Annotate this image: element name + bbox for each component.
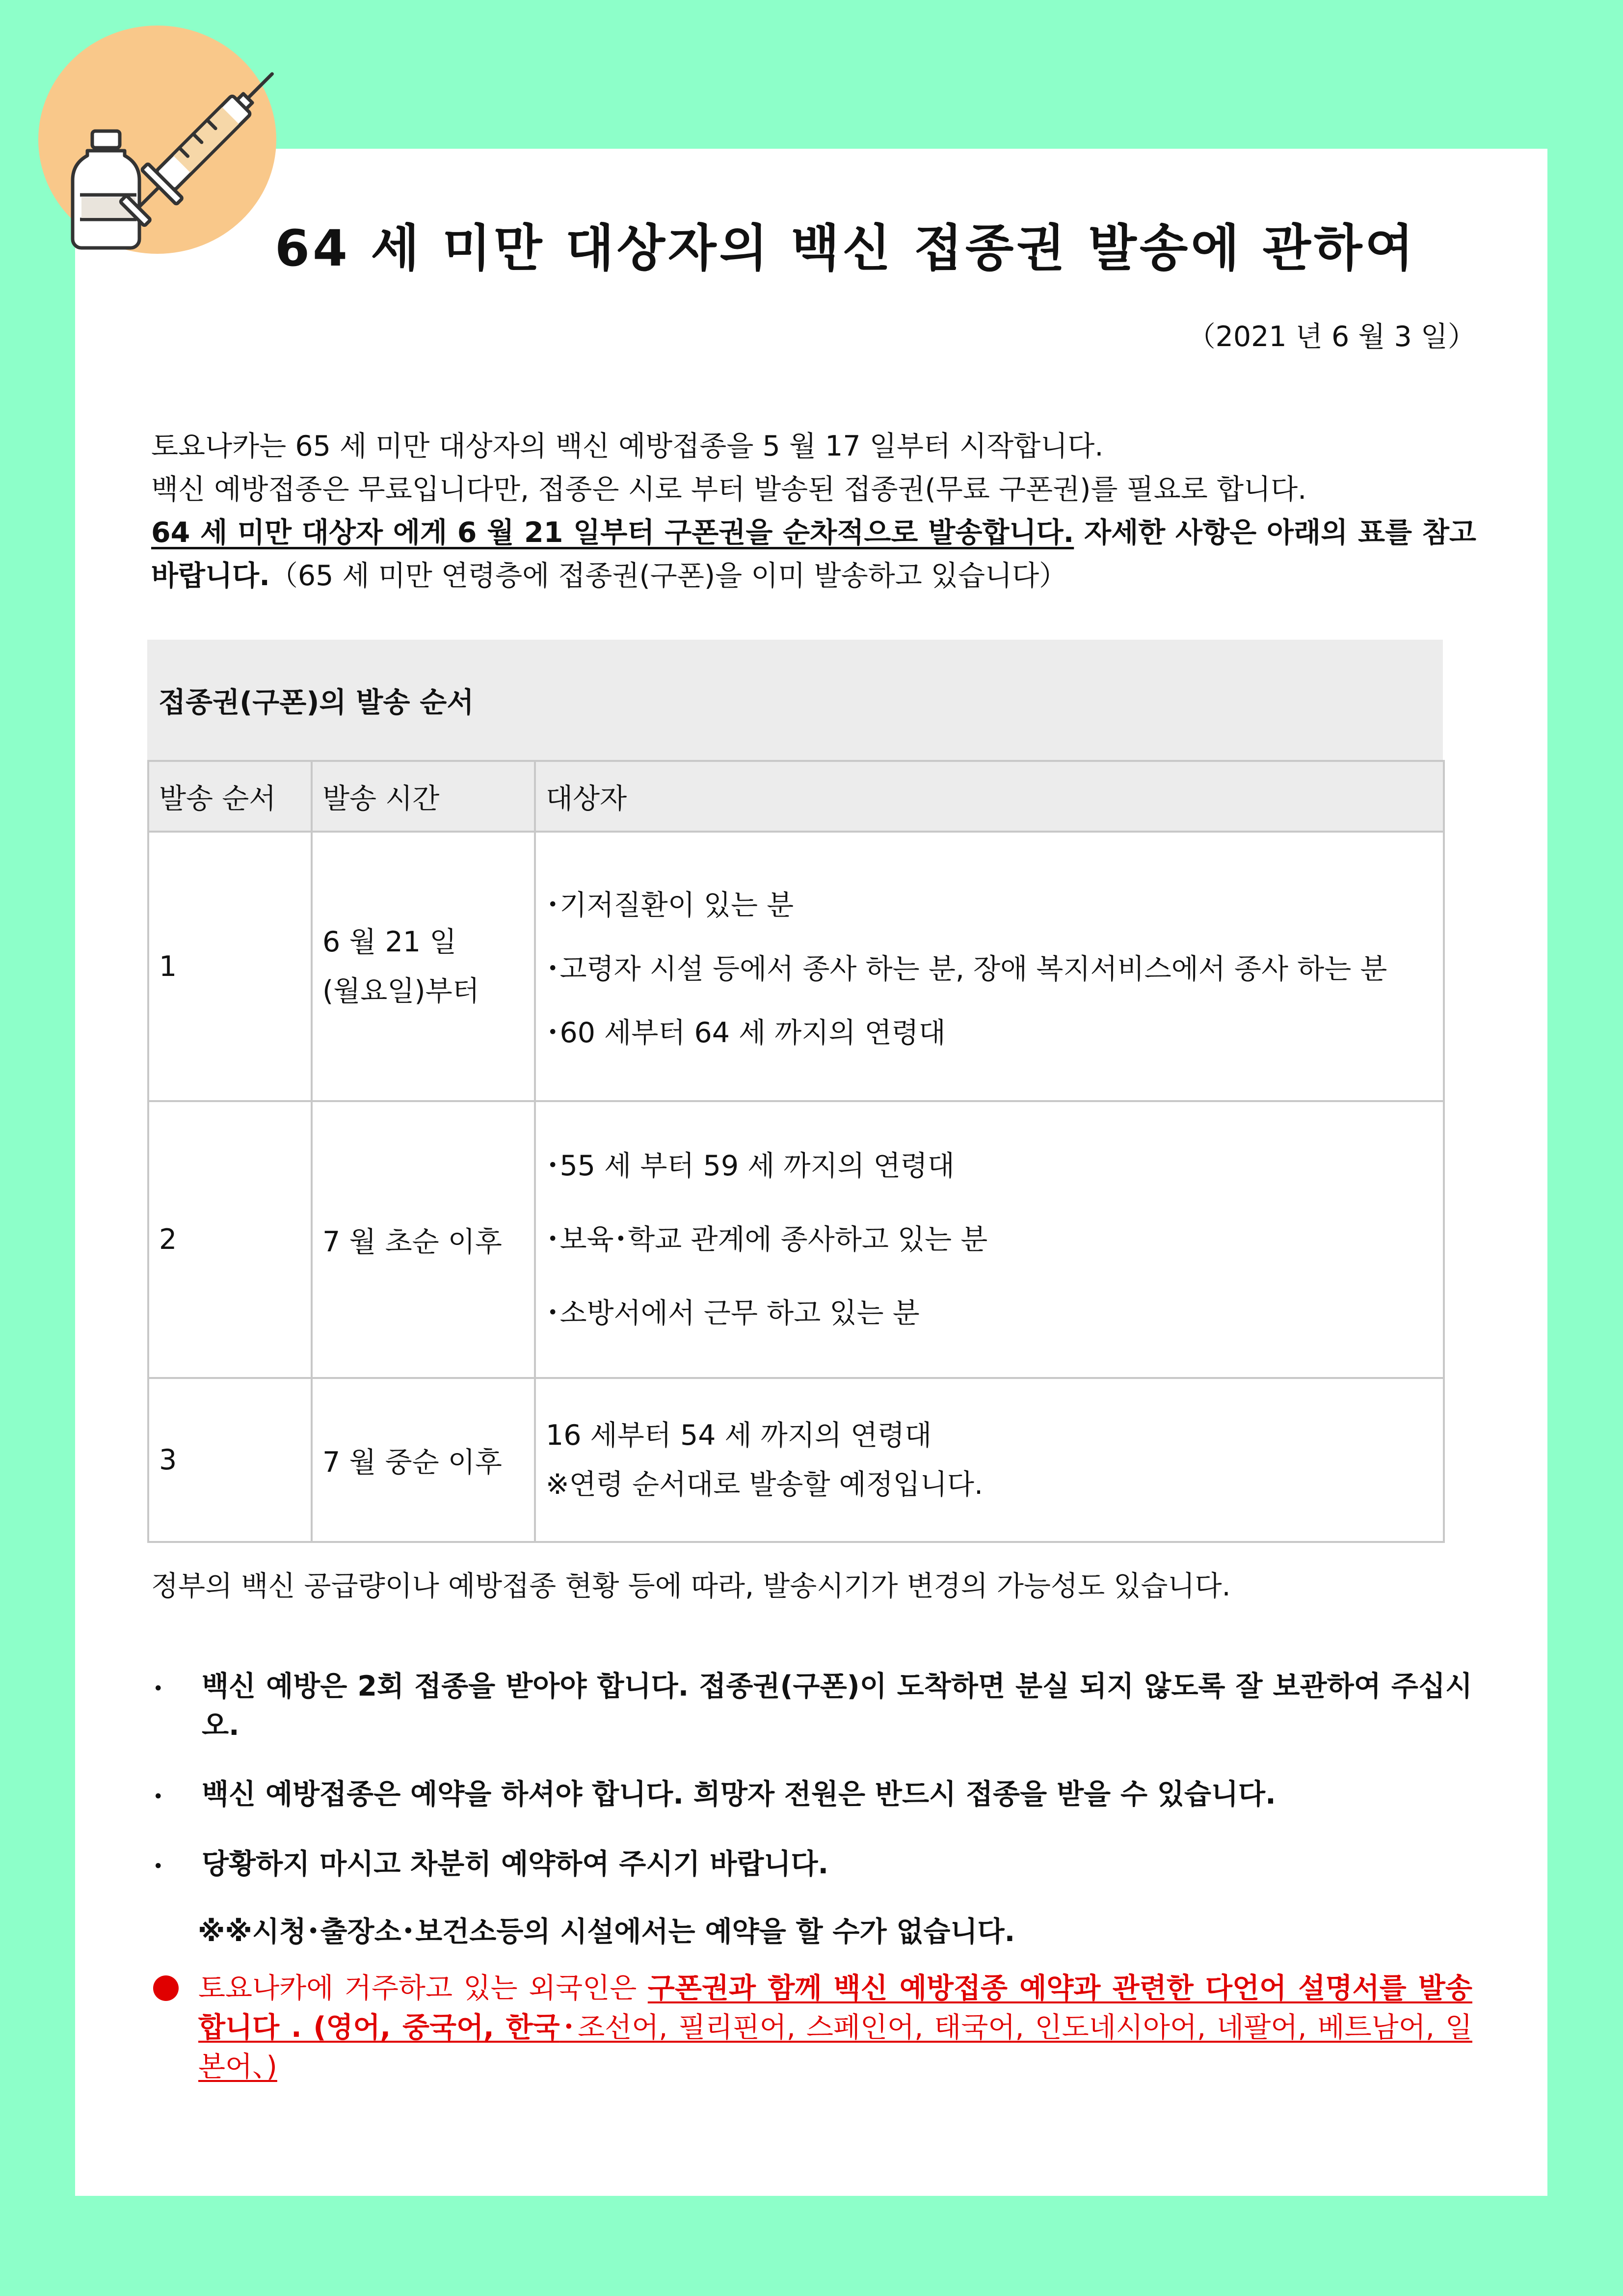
table-row <box>148 1378 1444 1542</box>
vaccine-badge <box>38 26 276 254</box>
schedule-change-note: 정부의 백신 공급량이나 예방접종 현황 등에 따라, 발송시기가 변경의 가능성도 있습니다. <box>151 1570 1231 1602</box>
foreign-notice-intro: 토요나카에 거주하고 있는 외국인은 <box>198 1972 648 2004</box>
row-order: 2 <box>148 1101 312 1378</box>
intro-parenthetical: （65 세 미만 연령층에 접종권(구폰)을 이미 발송하고 있습니다） <box>269 560 1067 592</box>
intro-highlight: 64 세 미만 대상자 에게 6 월 21 일부터 구폰권을 순차적으로 발송합니다. <box>151 516 1074 549</box>
target-item: ･보육･학교 관계에 종사하고 있는 분 <box>546 1223 988 1256</box>
row-targets <box>535 1101 1444 1378</box>
foreign-notice-text <box>198 1969 1472 2086</box>
table-row <box>148 1101 1444 1378</box>
row-time-line: (월요일)부터 <box>322 974 479 1007</box>
issue-date: （2021 년 6 월 3 일） <box>1187 321 1476 353</box>
schedule-table <box>147 760 1445 1543</box>
target-item: ※연령 순서대로 발송할 예정입니다. <box>546 1468 984 1501</box>
page-title: 64 세 미만 대상자의 백신 접종권 발송에 관하여 <box>275 219 1417 278</box>
header-time: 발송 시간 <box>312 761 535 832</box>
intro-line-1: 토요나카는 65 세 미만 대상자의 백신 예방접종을 5 월 17 일부터 시작합니다. <box>151 430 1104 462</box>
table-caption: 접종권(구폰)의 발송 순서 <box>147 640 1443 760</box>
list-item <box>147 1844 1472 1885</box>
intro-line-3 <box>151 511 1476 597</box>
red-circle-icon <box>153 1975 179 2001</box>
intro-see-table: 자세한 사항은 아래의 표를 참고 바랍니다. <box>151 516 1476 592</box>
row-targets <box>535 1378 1444 1542</box>
vaccine-vial-syringe-icon <box>38 26 276 254</box>
row-time: 7 월 초순 이후 <box>312 1101 535 1378</box>
target-item: ･55 세 부터 59 세 까지의 연령대 <box>546 1150 955 1182</box>
list-item-text: 백신 예방접종은 예약을 하셔야 합니다. 희망자 전원은 반드시 접종을 받을 수 있습니다. <box>202 1778 1276 1810</box>
intro-paragraph <box>151 425 1476 597</box>
row-order: 3 <box>148 1378 312 1542</box>
notice-list <box>147 1667 1472 1949</box>
schedule-table-section <box>147 640 1443 1543</box>
target-item: ･60 세부터 64 세 까지의 연령대 <box>546 1016 946 1049</box>
bullet-mark: ･ <box>151 1673 165 1705</box>
reservation-warning: ※※시청･출장소･보건소등의 시설에서는 예약을 할 수가 없습니다. <box>198 1916 1015 1948</box>
target-item: ･고령자 시설 등에서 종사 하는 분, 장애 복지서비스에서 종사 하는 분 <box>546 952 1387 985</box>
list-item-text: 백신 예방은 2회 접종을 받아야 합니다. 접종권(구폰)이 도착하면 분실 되지 않도록 잘 보관하여 주십시오. <box>202 1670 1472 1742</box>
header-targets: 대상자 <box>535 761 1444 832</box>
row-order: 1 <box>148 832 312 1101</box>
row-time-line: 6 월 21 일 <box>322 925 457 958</box>
list-item-text: 당황하지 마시고 차분히 예약하여 주시기 바랍니다. <box>202 1848 829 1880</box>
target-item: 16 세부터 54 세 까지의 연령대 <box>546 1419 932 1452</box>
list-item <box>147 1775 1472 1815</box>
table-row <box>148 832 1444 1101</box>
list-item <box>147 1667 1472 1745</box>
header-order: 발송 순서 <box>148 761 312 832</box>
foreign-notice-languages: ･조선어, 필리핀어, 스페인어, 태국어, 인도네시아어, 네팔어, 베트남어, 일본어、) <box>198 2011 1472 2083</box>
row-targets <box>535 832 1444 1101</box>
table-header-row <box>148 761 1444 832</box>
row-time: 7 월 중순 이후 <box>312 1378 535 1542</box>
intro-line-2: 백신 예방접종은 무료입니다만, 접종은 시로 부터 발송된 접종권(무료 구폰권)를 필요로 합니다. <box>151 473 1307 506</box>
target-item: ･소방서에서 근무 하고 있는 분 <box>546 1297 920 1329</box>
bullet-mark: ･ <box>151 1851 165 1883</box>
target-item: ･기저질환이 있는 분 <box>546 889 794 921</box>
foreign-notice-highlight: 구폰권과 함께 백신 예방접종 예약과 관련한 다언어 설명서를 발송합니다 . (영어, 중국어, 한국 <box>198 1972 1472 2044</box>
foreign-residents-notice <box>147 1969 1472 2086</box>
row-time <box>312 832 535 1101</box>
bullet-mark: ･ <box>151 1781 165 1813</box>
